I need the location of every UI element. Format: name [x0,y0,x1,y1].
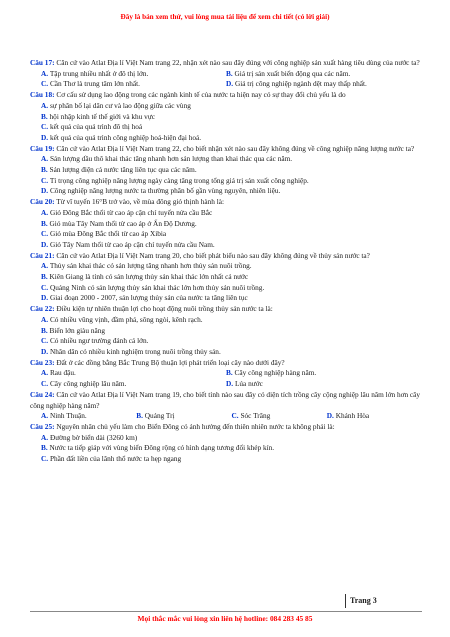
option-letter: A. [41,100,49,110]
option-text: Ninh Thuận. [49,411,87,421]
option-a [41,208,422,219]
option-text: hội nhập kinh tế thế giới và khu vực [49,111,156,121]
option-letter: B. [41,218,48,228]
option-c [232,411,327,422]
option-letter: D. [326,411,334,421]
option-d [41,133,422,144]
option-text: Sản lượng dầu thô khai thác tăng nhanh hơn sản lượng than khai thác qua các năm. [49,154,293,164]
question-18 [30,90,422,144]
option-a [41,368,226,379]
option-c [41,454,422,465]
option-c [41,379,226,390]
option-a [41,315,422,326]
option-letter: D. [226,379,234,389]
question-19 [30,144,422,198]
option-letter: B. [136,411,143,421]
option-text: Nhân dân có nhiều kinh nghiệm trong nuôi trồng thủy sản. [49,346,221,356]
question-list [30,58,422,465]
option-letter: C. [41,79,49,89]
option-text: Lúa nước [234,379,263,389]
question-text: Căn cứ vào Atlat Địa lí Việt Nam trang 20, cho biết phát biểu nào sau đây không đúng về thủy sản nước ta? [56,250,370,260]
option-letter: C. [231,411,239,421]
option-text: Giá trị sản xuất biến động qua các năm. [234,68,351,78]
hotline-footer: Mọi thắc mắc vui lòng xin liên hệ hotline: 084 283 45 85 [137,614,313,623]
option-a [41,69,226,80]
option-text: sự phân bố lại dân cư và lao động giữa các vùng [49,100,191,110]
option-text: Có nhiều ngư trường đánh cá lớn. [49,336,149,346]
option-letter: C. [41,454,49,464]
question-text: Căn cứ vào Atlat Địa lí Việt Nam trang 19, cho biết tỉnh nào sau đây có diện tích trồng cây cộng nghiệp lâu năm lớn hơn cây công nghiệp hàng năm? [30,389,421,410]
question-22 [30,304,422,358]
option-d [41,186,422,197]
option-text: Tỉ trọng công nghiệp năng lượng ngày càng tăng trong tổng giá trị sản xuất công nghiệp. [49,175,309,185]
option-text: Rau đậu. [49,368,76,378]
option-b [136,411,231,422]
question-number: Câu 24: [30,389,55,399]
question-text: Đất ở các đồng bằng Bắc Trung Bộ thuận lợi phát triển loại cây nào dưới đây? [56,357,285,367]
question-number: Câu 18: [30,90,55,100]
option-letter: D. [226,79,234,89]
option-letter: D. [41,132,49,142]
option-letter: C. [41,229,49,239]
option-a [41,433,422,444]
option-text: Gió Tây Nam thổi từ cao áp cận chí tuyến nửa cầu Nam. [49,239,215,249]
option-letter: C. [41,282,49,292]
option-letter: C. [41,122,49,132]
option-letter: B. [41,111,48,121]
option-letter: A. [41,261,49,271]
option-letter: B. [226,68,233,78]
question-20 [30,197,422,251]
question-text: Nguyên nhân chủ yếu làm cho Biển Đông có ảnh hưởng đến thiên nhiên nước ta không phải là: [56,421,335,431]
option-text: Gió Đông Bắc thổi từ cao áp cận chí tuyến nửa cầu Bắc [49,207,213,217]
option-d [226,79,411,90]
option-text: kết quả của quá trình công nghiệp hoá-hiện đại hoá. [49,132,202,142]
option-text: Kiên Giang là tỉnh có sản lượng thủy sản khai thác lớn nhất cả nước [49,272,249,282]
option-c [41,122,422,133]
question-number: Câu 17: [30,58,55,67]
option-text: Phần đất liền của lãnh thổ nước ta hẹp ngang [49,454,182,464]
option-letter: C. [41,175,49,185]
option-a [41,261,422,272]
option-letter: B. [41,165,48,175]
option-letter: D. [41,346,49,356]
preview-banner: Đây là bản xem thử, vui lòng mua tài liệu để xem chi tiết (có lời giải) [120,13,330,21]
question-21 [30,251,422,305]
option-b [41,219,422,230]
option-letter: A. [41,68,49,78]
option-c [41,79,226,90]
option-letter: C. [41,379,49,389]
option-text: Tập trung nhiều nhất ở đô thị lớn. [49,68,149,78]
option-text: Gió mùa Tây Nam thổi từ cao áp ở Ấn Độ Dương. [49,218,197,228]
question-number: Câu 19: [30,143,55,153]
option-letter: D. [41,186,49,196]
option-d [327,411,422,422]
question-text: Căn cứ vào Atlat Địa lí Việt Nam trang 22, cho biết nhận xét nào sau đây không đúng về công nghiệp năng lượng nước ta? [56,143,415,153]
option-text: Giá trị công nghiệp ngành dệt may thấp nhất. [234,79,367,89]
option-letter: B. [41,272,48,282]
option-text: Sóc Trăng [240,411,271,421]
option-text: Có nhiều vũng vịnh, đầm phá, sông ngòi, kênh rạch. [49,314,203,324]
option-a [41,101,422,112]
option-b [41,112,422,123]
option-c [41,229,422,240]
question-text: Căn cứ vào Atlat Địa lí Việt Nam trang 22, nhận xét nào sau đây đúng với công nghiệp sản xuất hàng tiêu dùng của nước ta? [56,58,420,67]
option-text: Giai đoạn 2000 - 2007, sản lượng thủy sản của nước ta tăng liên tục [49,293,248,303]
option-a [41,154,422,165]
option-letter: B. [41,443,48,453]
footer-divider [30,611,422,612]
question-number: Câu 22: [30,304,55,314]
option-letter: A. [41,368,49,378]
option-text: Thủy sản khai thác có sản lượng tăng nhanh hơn thủy sản nuôi trồng. [49,261,252,271]
option-letter: B. [41,325,48,335]
option-letter: A. [41,432,49,442]
option-b [41,272,422,283]
option-c [41,176,422,187]
question-17 [30,58,422,90]
option-text: Đường bờ biển dài (3260 km) [49,432,138,442]
page-number: Trang 3 [345,594,377,608]
question-25 [30,422,422,465]
question-text: Điều kiện tự nhiên thuận lợi cho hoạt động nuôi trồng thủy sản nước ta là: [56,304,273,314]
option-letter: A. [41,154,49,164]
option-text: Quảng Ninh có sản lượng thủy sản khai thác lớn hơn thủy sản nuôi trồng. [49,282,265,292]
option-text: Cây công nghiệp hàng năm. [234,368,317,378]
option-letter: C. [41,336,49,346]
option-d [41,347,422,358]
option-text: Biển lớn giàu năng [49,325,106,335]
question-text: Từ vĩ tuyến 16°B trở vào, về mùa đông gió thịnh hành là: [56,197,225,207]
option-text: Sản lượng điện cả nước tăng liên tục qua các năm. [49,165,197,175]
option-letter: A. [41,314,49,324]
option-text: Gió mùa Đông Bắc thổi từ cao áp Xibia [49,229,167,239]
question-number: Câu 21: [30,250,55,260]
question-24 [30,390,422,422]
option-letter: A. [41,207,49,217]
option-letter: D. [41,293,49,303]
option-c [41,283,422,294]
option-text: Cây công nghiệp lâu năm. [49,379,127,389]
option-text: Quảng Trị [144,411,175,421]
option-text: Cần Thơ là trung tâm lớn nhất. [49,79,141,89]
question-23 [30,358,422,390]
question-number: Câu 23: [30,357,55,367]
option-b [226,368,411,379]
question-text: Cơ cấu sử dụng lao động trong các ngành kinh tế của nước ta hiện nay có sự thay đổi chủ yếu là do [56,90,346,100]
option-b [41,443,422,454]
option-letter: B. [226,368,233,378]
option-d [41,240,422,251]
option-d [41,293,422,304]
option-letter: D. [41,239,49,249]
option-text: Công nghiệp năng lượng nước ta thường phân bố gần vùng nguyên, nhiên liệu. [49,186,281,196]
option-b [41,326,422,337]
option-d [226,379,411,390]
option-c [41,336,422,347]
option-b [226,69,411,80]
option-letter: A. [41,411,49,421]
option-a [41,411,136,422]
option-text: kết quả của quá trình đô thị hoá [49,122,143,132]
question-number: Câu 25: [30,421,55,431]
option-b [41,165,422,176]
option-text: Khánh Hòa [335,411,370,421]
question-number: Câu 20: [30,197,55,207]
option-text: Nước ta tiếp giáp với vùng biển Đông rộng có hình dạng tương đối khép kín. [49,443,275,453]
